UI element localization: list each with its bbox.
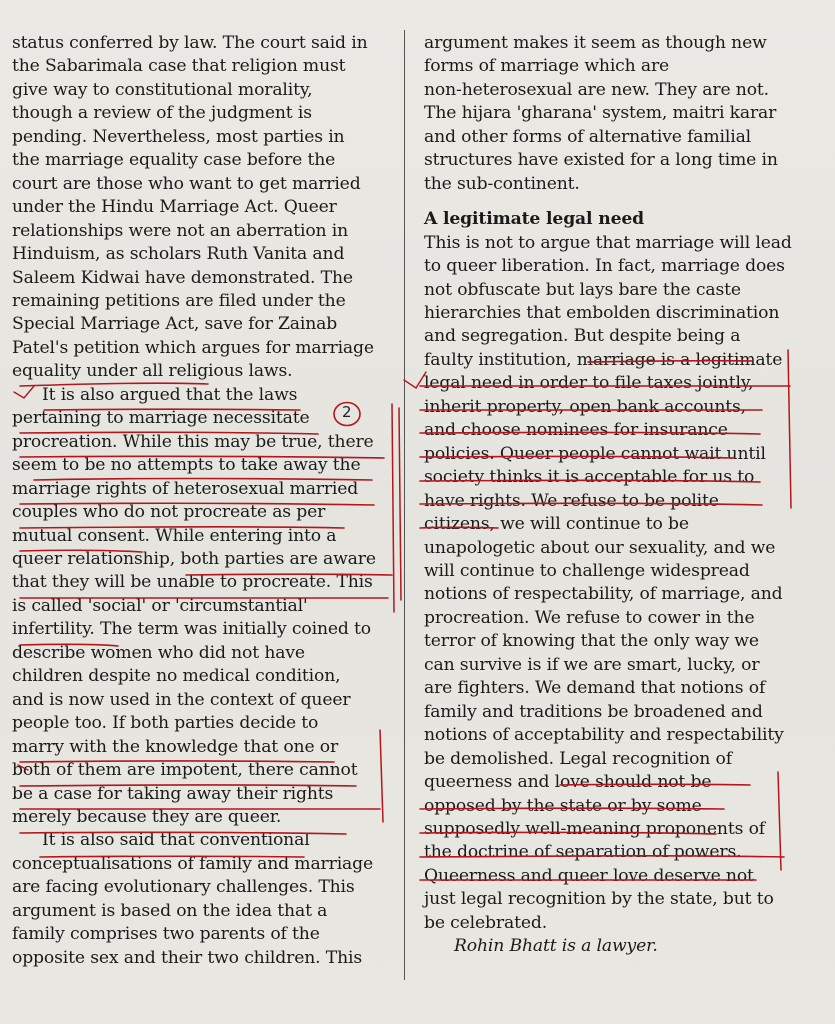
annotation-number: 2	[342, 403, 352, 421]
text-line: The hijara 'gharana' system, maitri karar	[424, 103, 777, 124]
left-column	[12, 32, 390, 970]
text-line: equality under all religious laws.	[12, 361, 293, 382]
right-column-body	[424, 232, 804, 936]
text-line: be demolished. Legal recognition of	[424, 748, 732, 769]
text-line: supposedly well-meaning proponents of	[424, 818, 765, 839]
tick-mark	[404, 372, 426, 388]
text-line: merely because they are queer.	[12, 806, 282, 827]
text-line: describe women who did not have	[12, 642, 305, 663]
text-line: the doctrine of separation of powers.	[424, 842, 742, 863]
text-line: queer relationship, both parties are aware	[12, 548, 376, 569]
text-line: forms of marriage which are	[424, 56, 670, 77]
text-line: court are those who want to get married	[12, 173, 361, 194]
text-line: be a case for taking away their rights	[12, 783, 334, 804]
text-line: marry with the knowledge that one or	[12, 736, 339, 757]
text-line: family comprises two parents of the	[12, 924, 320, 945]
text-line: procreation. We refuse to cower in the	[424, 607, 755, 628]
text-line: Patel's petition which argues for marriage	[12, 337, 374, 358]
text-line: not obfuscate but lays bare the caste	[424, 279, 741, 300]
text-line: family and traditions be broadened and	[424, 701, 763, 722]
text-line: marriage rights of heterosexual married	[12, 478, 359, 499]
text-line: both of them are impotent, there cannot	[12, 760, 358, 781]
text-line: conceptualisations of family and marriage	[12, 853, 374, 874]
text-line: the sub-continent.	[424, 173, 580, 194]
text-line: procreation. While this may be true, there	[12, 431, 374, 452]
text-line: the marriage equality case before the	[12, 150, 336, 171]
text-line: couples who do not procreate as per	[12, 502, 326, 523]
text-line: mutual consent. While entering into a	[12, 525, 337, 546]
circled-number-annotation	[332, 400, 362, 428]
text-line: under the Hindu Marriage Act. Queer	[12, 197, 337, 218]
text-line: that they will be unable to procreate. This	[12, 572, 373, 593]
text-line: This is not to argue that marriage will lead	[424, 232, 792, 253]
text-line: can survive is if we are smart, lucky, or	[424, 654, 760, 675]
text-line: non-heterosexual are new. They are not.	[424, 79, 769, 100]
author-byline: Rohin Bhatt is a lawyer.	[454, 936, 658, 957]
text-line: relationships were not an aberration in	[12, 220, 349, 241]
text-line: seem to be no attempts to take away the	[12, 455, 361, 476]
text-line: argument makes it seem as though new	[424, 33, 767, 53]
text-line: notions of respectability, of marriage, and	[424, 584, 783, 605]
text-line: Saleem Kidwai have demonstrated. The	[12, 267, 353, 288]
text-line: to queer liberation. In fact, marriage does	[424, 256, 785, 277]
text-line: and is now used in the context of queer	[12, 689, 351, 710]
text-line: argument is based on the idea that a	[12, 900, 328, 921]
text-line: structures have existed for a long time in	[424, 150, 778, 171]
text-line: and choose nominees for insurance	[424, 420, 728, 441]
right-column	[424, 32, 804, 959]
text-line: Special Marriage Act, save for Zainab	[12, 314, 338, 335]
text-line: people too. If both parties decide to	[12, 713, 319, 734]
text-line: faulty institution, marriage is a legitimate	[424, 349, 783, 370]
text-line: children despite no medical condition,	[12, 666, 341, 687]
text-line: will continue to challenge widespread	[424, 560, 750, 581]
section-heading: A legitimate legal need	[424, 209, 645, 230]
text-line: pending. Nevertheless, most parties in	[12, 126, 345, 147]
text-line: are fighters. We demand that notions of	[424, 678, 766, 699]
text-line: opposed by the state or by some	[424, 795, 702, 816]
text-line: notions of acceptability and respectability	[424, 725, 784, 746]
margin-bar	[392, 404, 394, 612]
text-line: status conferred by law. The court said in	[12, 33, 368, 53]
text-line: inherit property, open bank accounts,	[424, 396, 746, 417]
text-line: terror of knowing that the only way we	[424, 631, 759, 652]
text-line: infertility. The term was initially coined to	[12, 619, 372, 640]
text-line: pertaining to marriage necessitate	[12, 408, 310, 429]
text-line: unapologetic about our sexuality, and we	[424, 537, 776, 558]
text-line: legal need in order to file taxes jointly,	[424, 373, 754, 394]
text-line: citizens, we will continue to be	[424, 514, 689, 535]
margin-bar	[399, 408, 401, 600]
text-line: hierarchies that embolden discrimination	[424, 302, 780, 323]
text-line: just legal recognition by the state, but to	[424, 889, 774, 910]
text-line: and segregation. But despite being a	[424, 326, 741, 347]
text-line: society thinks it is acceptable for us to	[424, 467, 755, 488]
text-line: queerness and love should not be	[424, 772, 712, 793]
text-line: remaining petitions are filed under the	[12, 290, 346, 311]
text-line: though a review of the judgment is	[12, 103, 312, 124]
text-line: It is also argued that the laws	[42, 384, 298, 405]
right-column-top-paragraph	[424, 32, 804, 196]
text-line: have rights. We refuse to be polite	[424, 490, 719, 511]
text-line: give way to constitutional morality,	[12, 79, 313, 100]
text-line: policies. Queer people cannot wait until	[424, 443, 766, 464]
text-line: the Sabarimala case that religion must	[12, 56, 346, 77]
text-line: opposite sex and their two children. This	[12, 947, 363, 968]
text-line: are facing evolutionary challenges. This	[12, 877, 355, 898]
text-line: Queerness and queer love deserve not	[424, 865, 754, 886]
column-divider	[404, 30, 405, 980]
text-line: Hinduism, as scholars Ruth Vanita and	[12, 244, 345, 265]
text-line: It is also said that conventional	[42, 830, 310, 851]
text-line: and other forms of alternative familial	[424, 126, 752, 147]
text-line: is called 'social' or 'circumstantial'	[12, 595, 308, 616]
text-line: be celebrated.	[424, 912, 548, 933]
